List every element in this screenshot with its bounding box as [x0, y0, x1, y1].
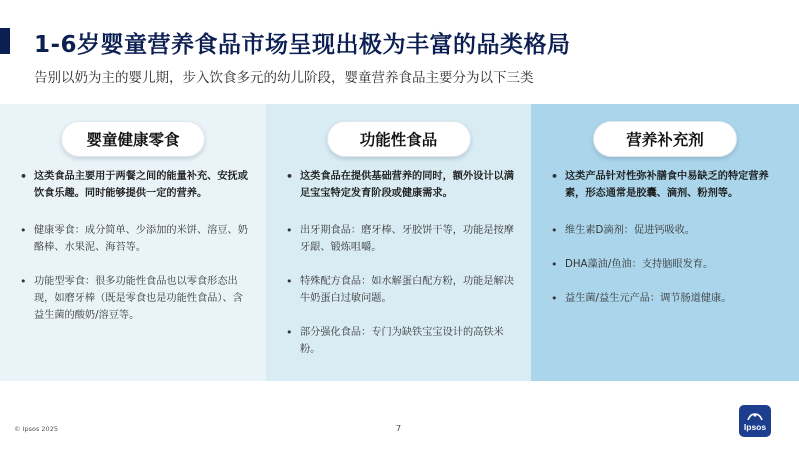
copyright-text: © Ipsos 2025: [14, 425, 58, 433]
page-number: 7: [396, 424, 402, 433]
list-item: • 维生素D滴剂：促进钙吸收。: [551, 222, 783, 239]
page-title: 1-6岁婴童营养食品市场呈现出极为丰富的品类格局: [34, 32, 571, 58]
column-heading: 婴童健康零食: [61, 121, 205, 157]
list-item: • 出牙期食品：磨牙棒、牙胶饼干等，功能是按摩牙龈、锻炼咀嚼。: [286, 222, 515, 256]
column-heading: 功能性食品: [327, 121, 471, 157]
list-item: • 功能型零食：很多功能性食品也以零食形态出现，如磨牙棒（既是零食也是功能性食品）、含益生菌的酸奶/溶豆等。: [20, 273, 250, 324]
list-item: • 这类产品针对性弥补膳食中易缺乏的特定营养素，形态通常是胶囊、滴剂、粉剂等。: [551, 168, 783, 202]
logo-text: Ipsos: [743, 422, 767, 432]
column-healthy-snacks: [0, 104, 266, 381]
column-supplements: [531, 104, 799, 381]
title-accent-bar: [0, 28, 10, 54]
list-item: • 益生菌/益生元产品：调节肠道健康。: [551, 290, 783, 307]
logo-mark-icon: [747, 410, 763, 422]
list-item: • 这类食品在提供基础营养的同时，额外设计以满足宝宝特定发育阶段或健康需求。: [286, 168, 515, 202]
list-item: • 这类食品主要用于两餐之间的能量补充、安抚或饮食乐趣。同时能够提供一定的营养。: [20, 168, 250, 202]
column-item-list: [286, 168, 515, 375]
page-subtitle: 告别以奶为主的婴儿期，步入饮食多元的幼儿阶段，婴童营养食品主要分为以下三类: [34, 70, 534, 86]
list-item: • 部分强化食品：专门为缺铁宝宝设计的高铁米粉。: [286, 324, 515, 358]
list-item: • 特殊配方食品：如水解蛋白配方粉，功能是解决牛奶蛋白过敏问题。: [286, 273, 515, 307]
list-item: • 健康零食：成分简单、少添加的米饼、溶豆、奶酪棒、水果泥、海苔等。: [20, 222, 250, 256]
ipsos-logo: [739, 405, 771, 437]
category-columns: [0, 104, 799, 381]
column-functional-foods: [266, 104, 531, 381]
column-heading: 营养补充剂: [593, 121, 737, 157]
list-item: • DHA藻油/鱼油：支持脑眼发育。: [551, 256, 783, 273]
column-item-list: [20, 168, 250, 341]
column-item-list: [551, 168, 783, 324]
